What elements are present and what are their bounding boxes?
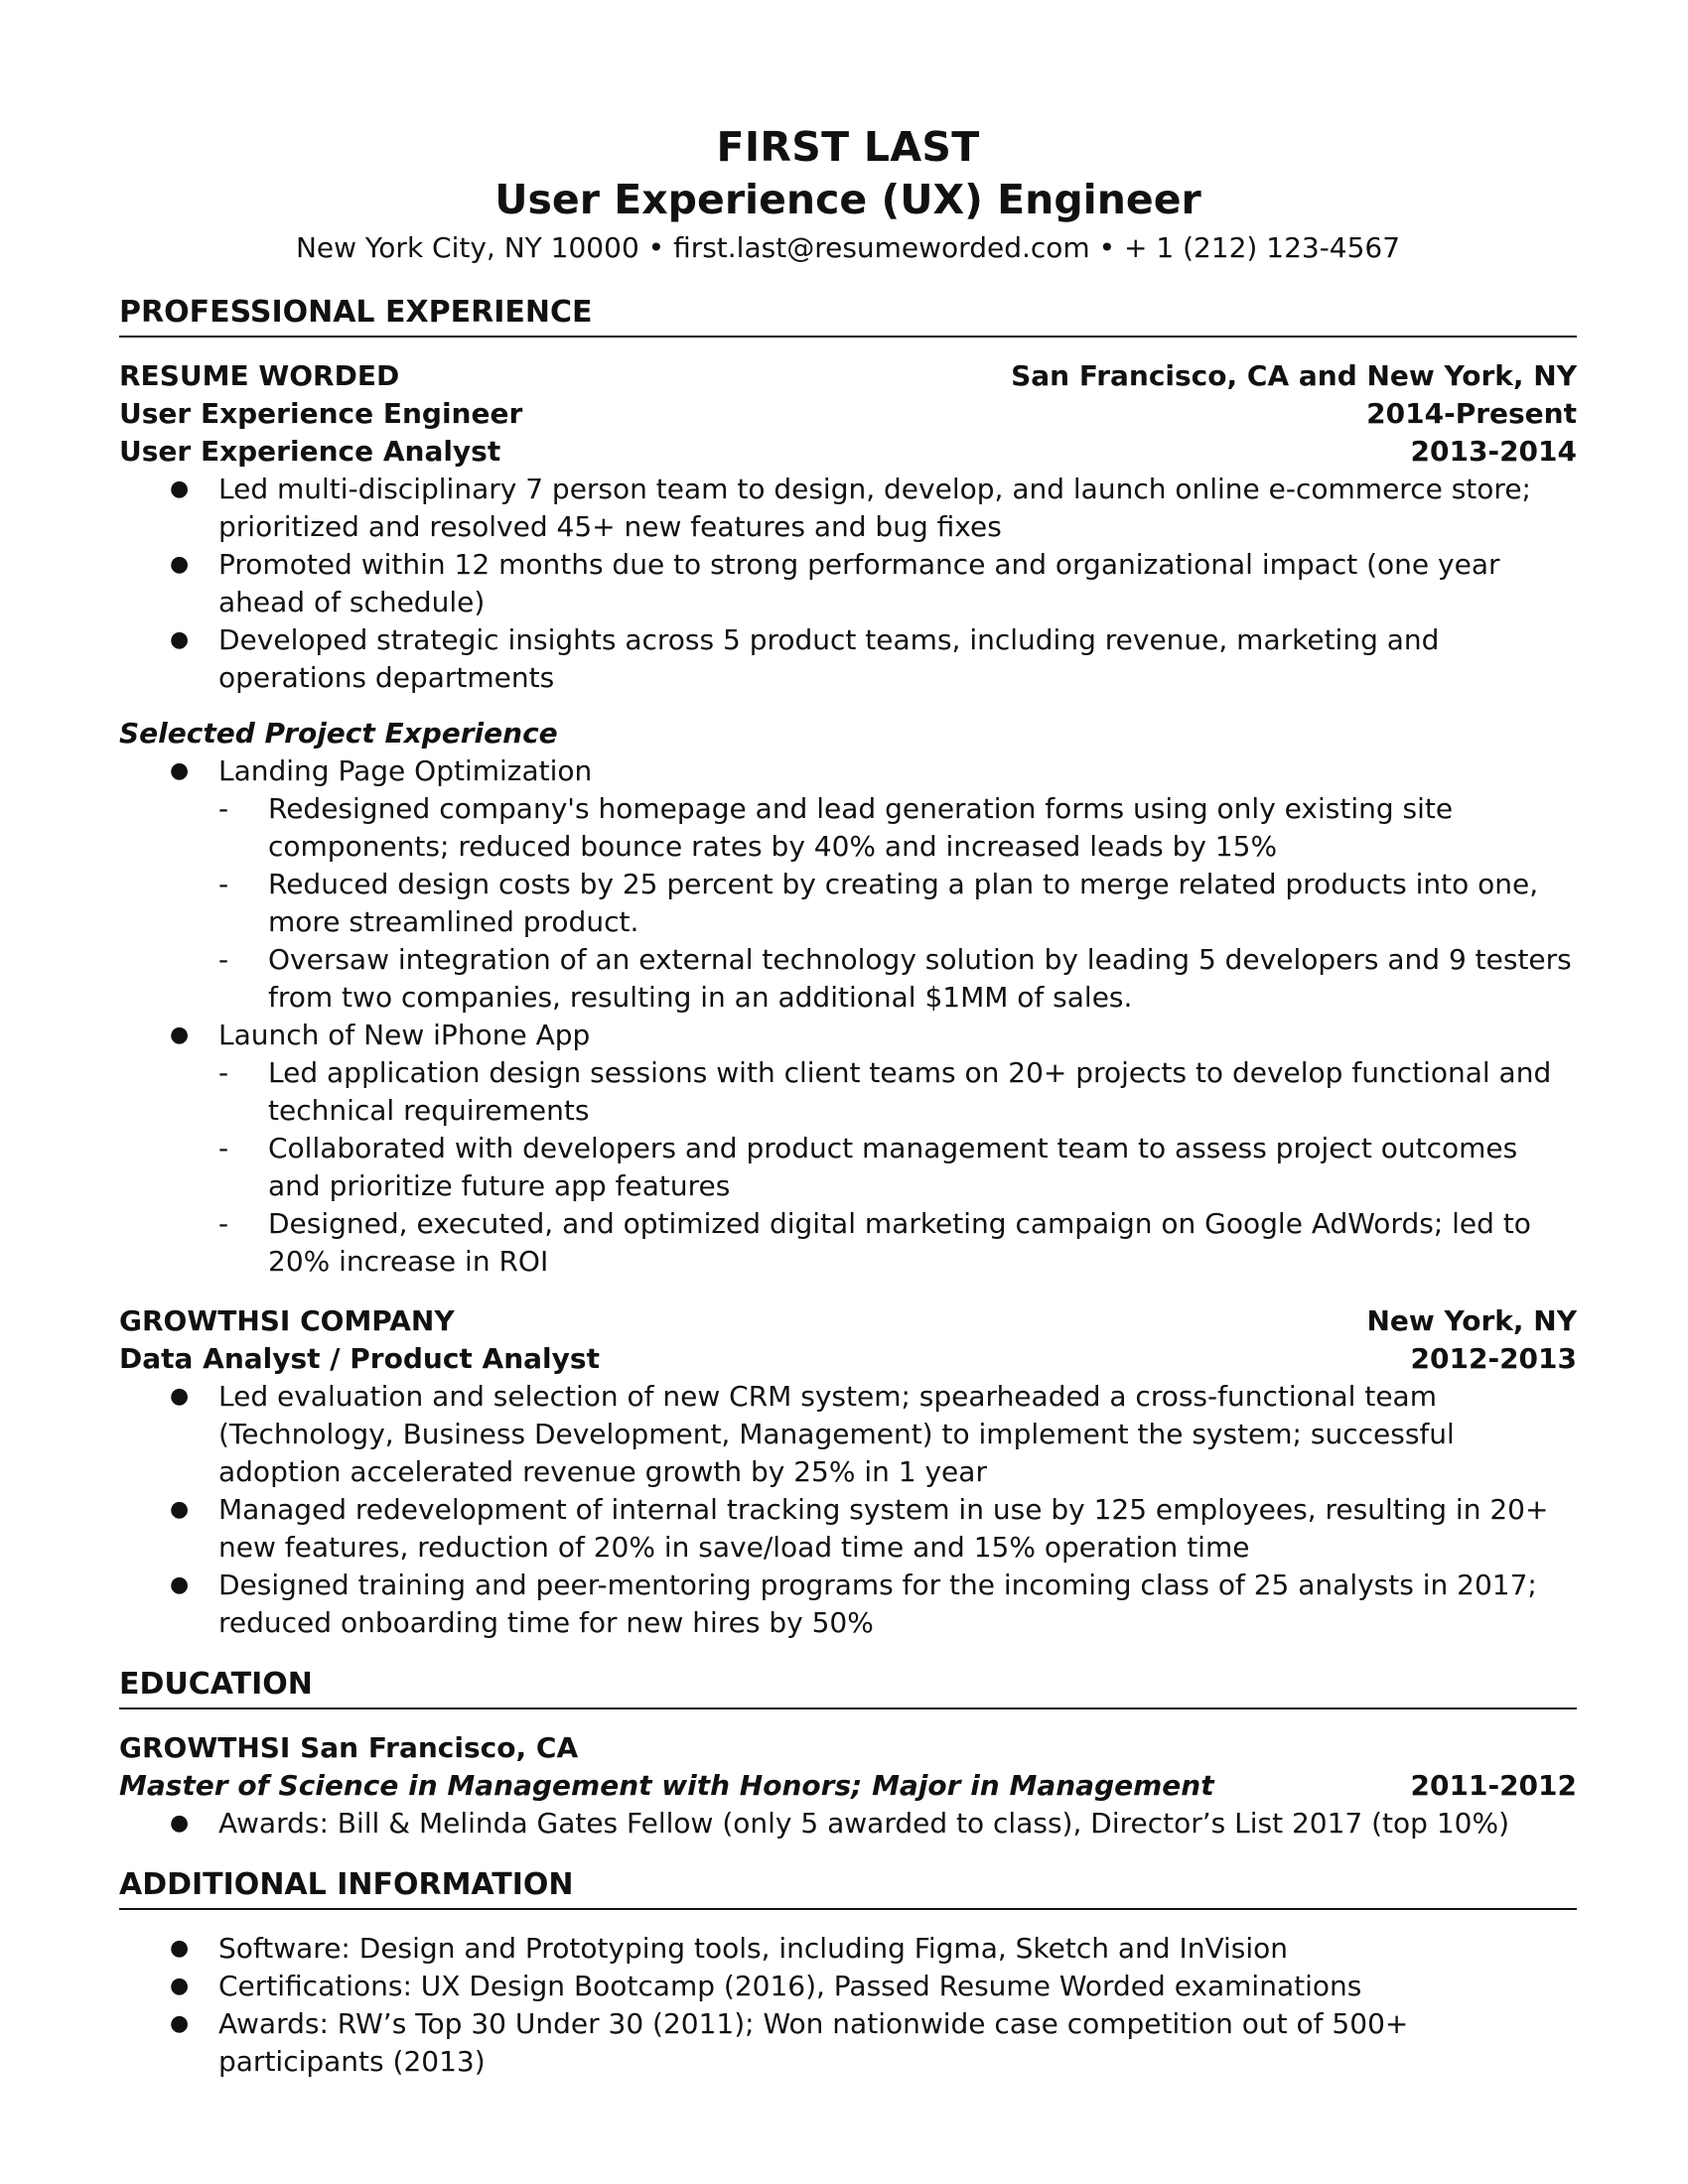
bullet-text: Software: Design and Prototyping tools, including Figma, Sketch and InVision [218,1932,1289,1965]
contact-line: New York City, NY 10000 • first.last@resumeworded.com • + 1 (212) 123-4567 [295,231,1401,264]
additional-section-title: ADDITIONAL INFORMATION [119,1866,1577,1910]
candidate-title: User Experience (UX) Engineer [494,176,1201,223]
job-bullets [119,1378,1577,1642]
list-item [119,1567,1577,1642]
list-item [119,1054,1577,1130]
project-items [119,1054,1577,1281]
list-item [119,1378,1577,1491]
list-item [119,1130,1577,1205]
school-row [119,1729,1577,1767]
company-name: GROWTHSI COMPANY [119,1304,455,1337]
project-title: Launch of New iPhone App [218,1019,591,1051]
bullet-text: Awards: Bill & Melinda Gates Fellow (only 5 awarded to class), Director’s List 2017 (top 10%) [218,1807,1509,1840]
experience-section-title: PROFESSIONAL EXPERIENCE [119,294,1577,338]
additional-bullets [119,1930,1577,2081]
role-row [119,1340,1577,1378]
list-item [119,1205,1577,1281]
list-item [119,2005,1577,2081]
job-bullets [119,471,1577,697]
bullet-icon: ● [170,477,190,501]
bullet-text: Managed redevelopment of internal tracking system in use by 125 employees, resulting in 20+ new features, reduction of 20% in save/load time and 15% operation time [218,1493,1549,1564]
project-list [119,1017,1577,1054]
bullet-text: Led multi-disciplinary 7 person team to design, develop, and launch online e-commerce store; prioritized and resolved 45+ new features and bug fixes [218,473,1531,543]
dash-icon: - [218,1207,229,1240]
project-title: Landing Page Optimization [218,754,593,787]
education-bullets [119,1805,1577,1843]
item-text: Redesigned company's homepage and lead generation forms using only existing site components; reduced bounce rates by 40% and increased leads by 15% [268,792,1454,863]
list-item [119,546,1577,621]
company-name: RESUME WORDED [119,359,400,392]
list-item [119,790,1577,866]
item-text: Led application design sessions with client teams on 20+ projects to develop functional and technical requirements [268,1056,1552,1127]
role-dates: 2014-Present [1366,397,1577,430]
bullet-text: Led evaluation and selection of new CRM system; spearheaded a cross-functional team (Technology, Business Development, Management) to implement the system; successful adoption accelerated revenue growth by 25% in 1 year [218,1380,1455,1488]
list-item [119,941,1577,1017]
list-item [119,1805,1577,1843]
list-item [119,1968,1577,2005]
bullet-icon: ● [170,758,190,783]
role-title: Data Analyst / Product Analyst [119,1342,600,1375]
list-item [119,1491,1577,1567]
list-item [119,1930,1577,1968]
bullet-icon: ● [170,1974,190,1998]
bullet-text: Certifications: UX Design Bootcamp (2016), Passed Resume Worded examinations [218,1970,1362,2002]
role-row [119,433,1577,471]
bullet-icon: ● [170,1572,190,1597]
role-dates: 2013-2014 [1410,435,1577,468]
bullet-icon: ● [170,2011,190,2036]
project-list [119,752,1577,790]
role-row [119,395,1577,433]
item-text: Collaborated with developers and product management team to assess project outcomes and prioritize future app features [268,1132,1518,1202]
experience-section [119,294,1577,1642]
item-text: Designed, executed, and optimized digital marketing campaign on Google AdWords; led to 20% increase in ROI [268,1207,1531,1278]
job-growthsi [119,1302,1577,1642]
job-header-row [119,357,1577,395]
role-title: User Experience Engineer [119,397,523,430]
degree-dates: 2011-2012 [1410,1769,1577,1802]
list-item [119,471,1577,546]
list-item [119,621,1577,697]
dash-icon: - [218,792,229,825]
bullet-icon: ● [170,552,190,577]
degree-title: Master of Science in Management with Honors; Major in Management [119,1769,1214,1802]
candidate-name: FIRST LAST [716,123,980,171]
role-dates: 2012-2013 [1410,1342,1577,1375]
list-item [119,752,1577,790]
company-location: San Francisco, CA and New York, NY [1011,359,1577,392]
company-location: New York, NY [1366,1304,1577,1337]
job-resume-worded [119,357,1577,1281]
education-section [119,1666,1577,1843]
bullet-icon: ● [170,1023,190,1047]
bullet-text: Designed training and peer-mentoring programs for the incoming class of 25 analysts in 2017; reduced onboarding time for new hires by 50% [218,1569,1537,1639]
role-title: User Experience Analyst [119,435,501,468]
list-item [119,1017,1577,1054]
additional-section [119,1866,1577,2081]
projects-heading: Selected Project Experience [119,717,558,750]
education-section-title: EDUCATION [119,1666,1577,1709]
bullet-text: Awards: RW’s Top 30 Under 30 (2011); Won nationwide case competition out of 500+ participants (2013) [218,2007,1409,2078]
resume-header [119,121,1577,268]
school-name: GROWTHSI San Francisco, CA [119,1731,579,1764]
bullet-icon: ● [170,1936,190,1961]
bullet-text: Promoted within 12 months due to strong performance and organizational impact (one year ahead of schedule) [218,548,1500,618]
dash-icon: - [218,868,229,900]
bullet-icon: ● [170,1497,190,1522]
dash-icon: - [218,1056,229,1089]
bullet-icon: ● [170,627,190,652]
job-header-row [119,1302,1577,1340]
bullet-icon: ● [170,1811,190,1836]
dash-icon: - [218,943,229,976]
item-text: Reduced design costs by 25 percent by creating a plan to merge related products into one, more streamlined product. [268,868,1539,938]
project-items [119,790,1577,1017]
dash-icon: - [218,1132,229,1164]
bullet-text: Developed strategic insights across 5 product teams, including revenue, marketing and operations departments [218,623,1440,694]
item-text: Oversaw integration of an external technology solution by leading 5 developers and 9 testers from two companies, resulting in an additional $1MM of sales. [268,943,1572,1014]
list-item [119,866,1577,941]
bullet-icon: ● [170,1384,190,1409]
degree-row [119,1767,1577,1805]
